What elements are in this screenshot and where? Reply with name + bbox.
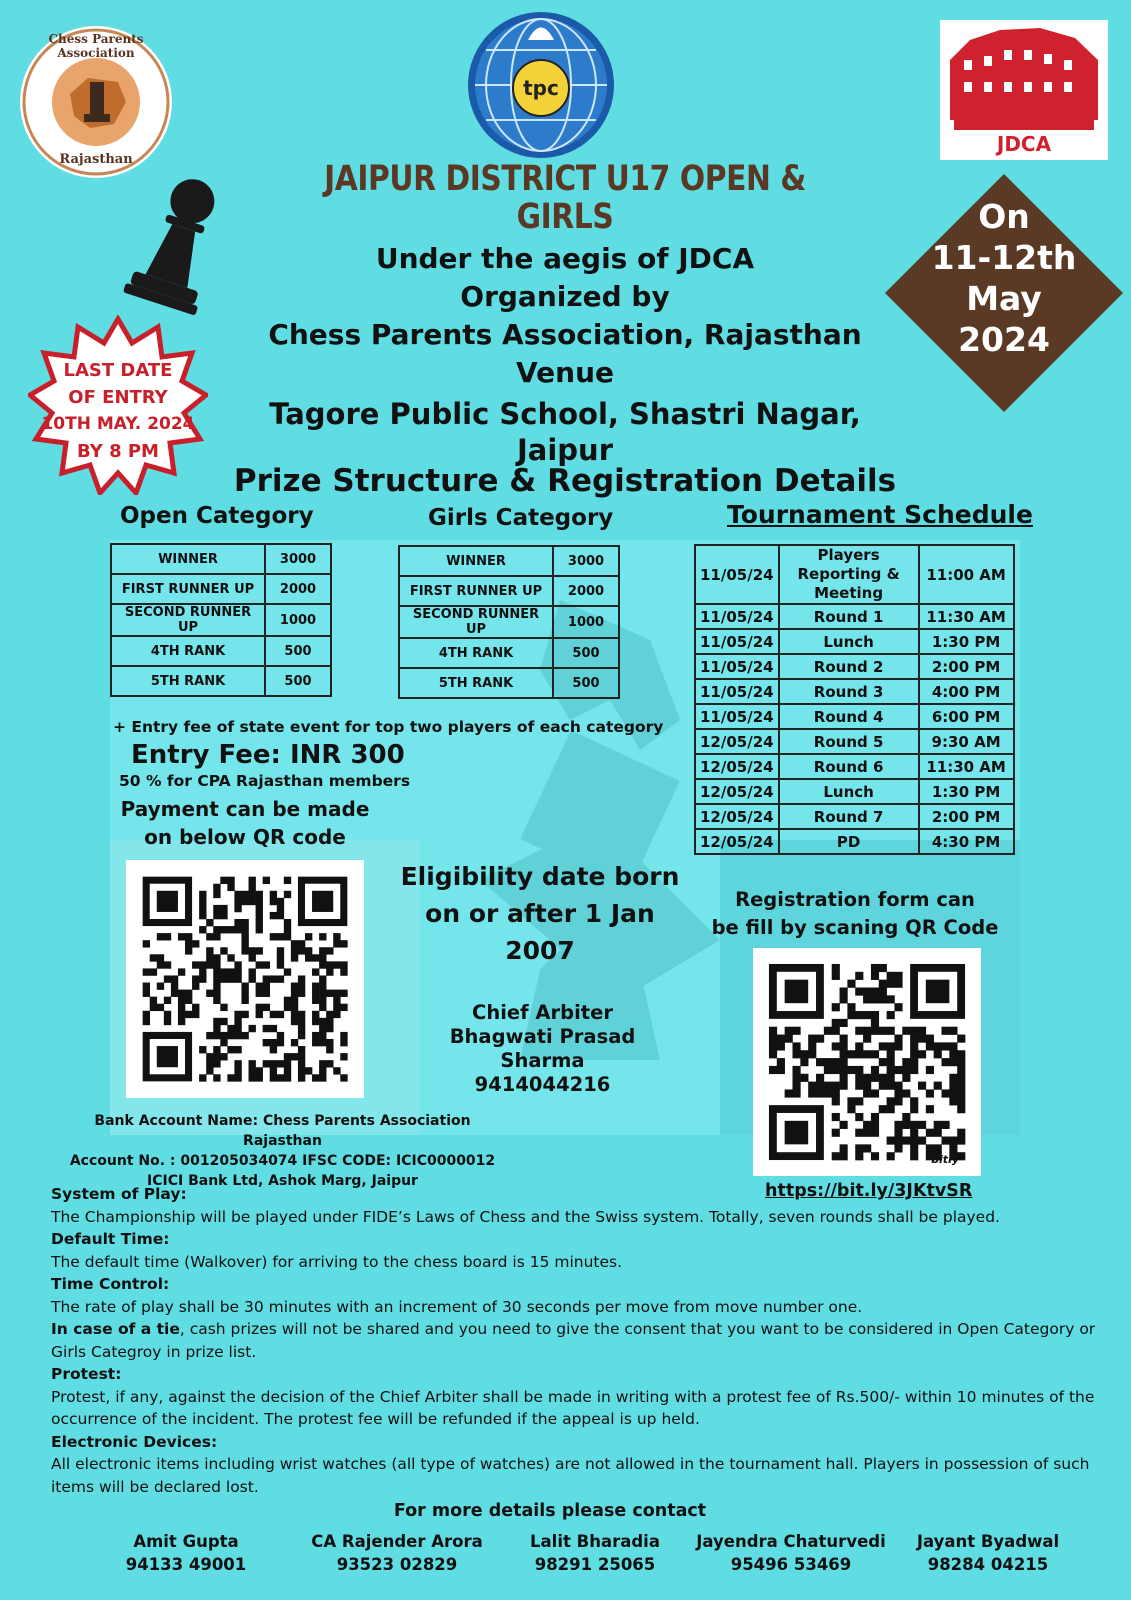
arbiter-name: Bhagwati Prasad Sharma: [449, 1025, 636, 1072]
devices-heading: Electronic Devices:: [51, 1432, 218, 1451]
schedule-event: Round 3: [779, 679, 919, 704]
schedule-time: 1:30 PM: [919, 779, 1014, 804]
contact-name: Amit Gupta: [133, 1532, 239, 1551]
schedule-time: 1:30 PM: [919, 629, 1014, 654]
schedule-event: Round 5: [779, 729, 919, 754]
contact-phone[interactable]: 94133 49001: [125, 1555, 247, 1574]
schedule-time: 9:30 AM: [919, 729, 1014, 754]
prize-amount: 1000: [553, 606, 619, 638]
entry-fee: Entry Fee: INR 300: [131, 740, 405, 770]
prize-amount: 2000: [553, 576, 619, 606]
bank-account: Account No. : 001205034074 IFSC CODE: ICIC0000012: [69, 1153, 496, 1169]
open-prize-table: [110, 543, 332, 697]
jdca-logo: [940, 20, 1108, 160]
contact-person: [287, 1530, 507, 1576]
payment-line-1: Payment can be made: [120, 797, 370, 821]
schedule-table: [694, 544, 1015, 855]
organized-by-label: Organized by: [460, 280, 670, 313]
prize-heading: Prize Structure & Registration Details: [233, 463, 897, 499]
prize-amount: 500: [553, 668, 619, 698]
tie-heading: In case of a tie: [51, 1320, 180, 1338]
schedule-row: [695, 704, 1014, 729]
time-control-text: The rate of play shall be 30 minutes with an increment of 30 seconds per move from move number one.: [51, 1297, 863, 1316]
schedule-date: 11/05/24: [695, 545, 779, 604]
schedule-row: [695, 545, 1014, 604]
schedule-row: [695, 654, 1014, 679]
schedule-date: 12/05/24: [695, 829, 779, 854]
contact-name: Jayendra Chaturvedi: [696, 1532, 886, 1551]
venue-name: Tagore Public School, Shastri Nagar, Jaipur: [269, 397, 861, 467]
prize-row: [399, 638, 619, 668]
schedule-time: 6:00 PM: [919, 704, 1014, 729]
girls-prize-table: [398, 545, 620, 699]
prize-amount: 3000: [265, 544, 331, 574]
schedule-date: 11/05/24: [695, 654, 779, 679]
date-badge-line-3: May: [966, 279, 1042, 318]
last-date-line-2: OF ENTRY: [68, 387, 168, 408]
prize-label: FIRST RUNNER UP: [111, 574, 265, 604]
cpa-logo-text: Chess Parents Association: [48, 32, 144, 60]
girls-category-title: Girls Category: [428, 505, 614, 531]
prize-row: [111, 636, 331, 666]
arbiter-phone: 9414044216: [474, 1073, 611, 1096]
last-date-line-1: LAST DATE: [63, 360, 173, 381]
date-badge: [885, 174, 1123, 412]
prize-row: [111, 666, 331, 696]
schedule-time: 2:00 PM: [919, 804, 1014, 829]
schedule-title: Tournament Schedule: [727, 500, 1033, 529]
schedule-row: [695, 629, 1014, 654]
contact-heading: For more details please contact: [393, 1501, 707, 1521]
schedule-time: 4:00 PM: [919, 679, 1014, 704]
last-date-line-3: 10TH MAY. 2024: [41, 414, 195, 434]
schedule-row: [695, 829, 1014, 854]
schedule-event: Players Reporting & Meeting: [779, 545, 919, 604]
state-entry-note: + Entry fee of state event for top two players of each category: [113, 718, 664, 736]
contact-person: [878, 1530, 1098, 1576]
schedule-event: Round 4: [779, 704, 919, 729]
contact-person: [485, 1530, 705, 1576]
schedule-row: [695, 729, 1014, 754]
payment-line-2: on below QR code: [144, 825, 346, 849]
registration-link[interactable]: https://bit.ly/3JKtvSR: [765, 1181, 973, 1201]
default-time-heading: Default Time:: [51, 1230, 170, 1248]
schedule-event: PD: [779, 829, 919, 854]
prize-label: WINNER: [111, 544, 265, 574]
contact-person: [681, 1530, 901, 1576]
prize-row: [111, 604, 331, 636]
schedule-event: Lunch: [779, 629, 919, 654]
date-badge-line-4: 2024: [958, 320, 1050, 359]
title-line-2: GIRLS: [516, 197, 614, 237]
schedule-time: 11:30 AM: [919, 604, 1014, 629]
contact-name: CA Rajender Arora: [311, 1532, 483, 1551]
prize-label: WINNER: [399, 546, 553, 576]
contact-phone[interactable]: 98284 04215: [927, 1555, 1049, 1574]
cpa-logo-subtext: Rajasthan: [59, 152, 133, 167]
schedule-row: [695, 604, 1014, 629]
prize-row: [399, 576, 619, 606]
schedule-row: [695, 804, 1014, 829]
prize-row: [399, 668, 619, 698]
schedule-row: [695, 779, 1014, 804]
schedule-date: 12/05/24: [695, 779, 779, 804]
schedule-row: [695, 679, 1014, 704]
last-date-line-4: BY 8 PM: [77, 441, 159, 462]
bank-branch: ICICI Bank Ltd, Ashok Marg, Jaipur: [147, 1173, 418, 1189]
prize-amount: 1000: [265, 604, 331, 636]
schedule-event: Round 6: [779, 754, 919, 779]
prize-label: 5TH RANK: [399, 668, 553, 698]
contact-name: Jayant Byadwal: [916, 1532, 1060, 1551]
bank-name: Bank Account Name: Chess Parents Association Rajasthan: [94, 1113, 471, 1149]
schedule-time: 11:00 AM: [919, 545, 1014, 604]
registration-line-1: Registration form can: [735, 888, 975, 911]
schedule-event: Round 7: [779, 804, 919, 829]
title-line-1: JAIPUR DISTRICT U17 OPEN &: [324, 159, 806, 199]
contact-phone[interactable]: 93523 02829: [336, 1555, 458, 1574]
tie-text: , cash prizes will not be shared and you need to give the consent that you want to be considered in Open Category or Girls Categroy in prize list.: [51, 1320, 1096, 1361]
eligibility-line-2: on or after 1 Jan 2007: [425, 899, 655, 965]
protest-text: Protest, if any, against the decision of the Chief Arbiter shall be made in writing with a protest fee of Rs.500/- within 10 minutes of the occurrence of the incident. The protest fee will be refunded if the appeal is up held.: [51, 1387, 1095, 1428]
prize-label: 5TH RANK: [111, 666, 265, 696]
prize-label: 4TH RANK: [111, 636, 265, 666]
system-heading: System of Play:: [51, 1185, 187, 1203]
default-time-text: The default time (Walkover) for arriving to the chess board is 15 minutes.: [51, 1252, 623, 1271]
pawn-icon: [120, 170, 230, 320]
contact-phone[interactable]: 95496 53469: [730, 1555, 852, 1574]
prize-label: 4TH RANK: [399, 638, 553, 668]
aegis-text: Under the aegis of JDCA: [375, 242, 755, 275]
prize-row: [399, 546, 619, 576]
schedule-date: 11/05/24: [695, 679, 779, 704]
member-discount: 50 % for CPA Rajasthan members: [119, 772, 411, 790]
prize-amount: 3000: [553, 546, 619, 576]
schedule-date: 12/05/24: [695, 729, 779, 754]
prize-amount: 500: [265, 666, 331, 696]
contact-phone[interactable]: 98291 25065: [534, 1555, 656, 1574]
payment-qr-code[interactable]: [126, 860, 364, 1098]
prize-label: SECOND RUNNER UP: [399, 606, 553, 638]
tpc-logo-text: tpc: [523, 76, 559, 100]
schedule-event: Lunch: [779, 779, 919, 804]
schedule-row: [695, 754, 1014, 779]
prize-row: [399, 606, 619, 638]
bitly-mark: bitly: [931, 1153, 959, 1166]
prize-label: SECOND RUNNER UP: [111, 604, 265, 636]
registration-qr-code[interactable]: [753, 948, 981, 1176]
last-date-badge: [28, 315, 208, 495]
contact-name: Lalit Bharadia: [530, 1532, 660, 1551]
arbiter-label: Chief Arbiter: [472, 1001, 613, 1024]
schedule-event: Round 2: [779, 654, 919, 679]
schedule-date: 11/05/24: [695, 604, 779, 629]
protest-heading: Protest:: [51, 1365, 122, 1383]
schedule-date: 12/05/24: [695, 804, 779, 829]
registration-line-2: be fill by scaning QR Code: [711, 916, 999, 939]
devices-text: All electronic items including wrist watches (all type of watches) are not allowed in the tournament hall. Players in possession of such items will be declared lost.: [51, 1455, 1090, 1496]
prize-amount: 500: [553, 638, 619, 668]
date-badge-line-2: 11-12th: [931, 238, 1077, 277]
prize-row: [111, 544, 331, 574]
schedule-date: 11/05/24: [695, 704, 779, 729]
organizer-name: Chess Parents Association, Rajasthan: [268, 318, 862, 351]
cpa-logo: [18, 24, 174, 180]
eligibility-line-1: Eligibility date born: [400, 862, 680, 891]
tie-rule: [51, 1318, 1101, 1363]
venue-label: Venue: [516, 356, 614, 389]
open-category-title: Open Category: [120, 503, 314, 529]
schedule-date: 12/05/24: [695, 754, 779, 779]
system-text: The Championship will be played under FIDE’s Laws of Chess and the Swiss system. Totally, seven rounds shall be played.: [51, 1207, 1000, 1226]
jdca-logo-text: JDCA: [996, 132, 1052, 156]
tpc-logo: [466, 10, 616, 160]
schedule-time: 11:30 AM: [919, 754, 1014, 779]
schedule-event: Round 1: [779, 604, 919, 629]
prize-label: FIRST RUNNER UP: [399, 576, 553, 606]
contact-person: [76, 1530, 296, 1576]
prize-amount: 2000: [265, 574, 331, 604]
rules-section: [51, 1183, 1101, 1498]
schedule-time: 2:00 PM: [919, 654, 1014, 679]
time-control-heading: Time Control:: [51, 1275, 170, 1293]
date-badge-line-1: On: [978, 197, 1030, 236]
schedule-date: 11/05/24: [695, 629, 779, 654]
prize-amount: 500: [265, 636, 331, 666]
schedule-time: 4:30 PM: [919, 829, 1014, 854]
prize-row: [111, 574, 331, 604]
page-title: [297, 160, 833, 236]
